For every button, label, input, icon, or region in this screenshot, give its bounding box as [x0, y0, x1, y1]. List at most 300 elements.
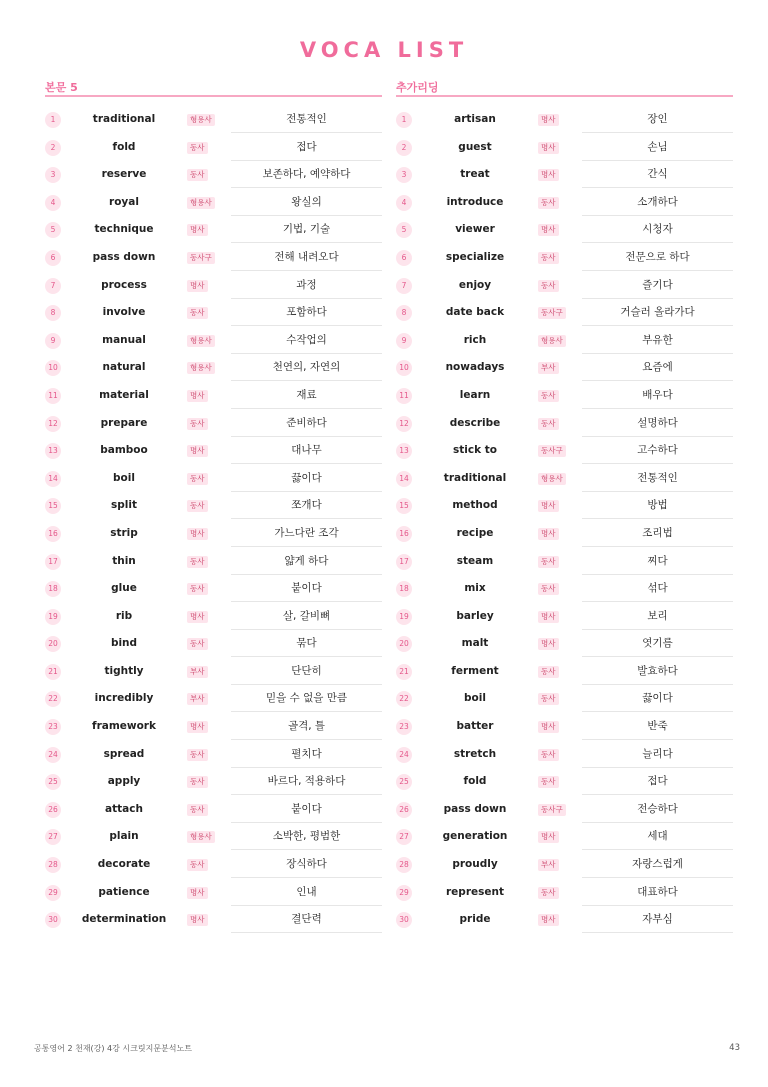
- vocab-row: [45, 216, 382, 244]
- item-number: 20: [45, 636, 61, 652]
- korean-meaning: 준비하다: [231, 410, 382, 437]
- vocab-row: [396, 823, 733, 851]
- korean-meaning: 믿을 수 없을 만큼: [231, 685, 382, 712]
- english-word: pass down: [443, 802, 507, 815]
- vocab-row: [45, 823, 382, 851]
- english-word: involve: [102, 306, 146, 319]
- item-number: 21: [396, 664, 412, 680]
- item-number: 25: [396, 774, 412, 790]
- item-number: 10: [396, 360, 412, 376]
- vocab-row: [396, 106, 733, 134]
- part-of-speech-badge: 동사구: [538, 307, 566, 319]
- vocab-row: [45, 796, 382, 824]
- part-of-speech-badge: 부사: [538, 362, 559, 374]
- part-of-speech-badge: 명사: [538, 224, 559, 236]
- part-of-speech-badge: 부사: [538, 859, 559, 871]
- vocab-row: [45, 244, 382, 272]
- english-word: treat: [460, 168, 490, 181]
- item-number: 18: [396, 581, 412, 597]
- korean-meaning: 포함하다: [231, 299, 382, 326]
- part-of-speech-badge: 동사: [538, 280, 559, 292]
- part-of-speech-badge: 동사: [187, 169, 208, 181]
- english-word: fold: [112, 140, 136, 153]
- english-word: batter: [456, 720, 494, 733]
- korean-meaning: 천연의, 자연의: [231, 354, 382, 381]
- item-number: 5: [396, 222, 412, 238]
- korean-meaning: 발효하다: [582, 658, 733, 685]
- korean-meaning: 시청자: [582, 216, 733, 243]
- footer-book-title: 공통영어 2 천재(강) 4강 시크릿지문분석노트: [34, 1044, 192, 1053]
- english-word: technique: [94, 223, 154, 236]
- vocab-row: [45, 575, 382, 603]
- vocab-row: [396, 906, 733, 934]
- english-word: reserve: [101, 168, 147, 181]
- english-word: tightly: [104, 664, 144, 677]
- item-number: 4: [45, 195, 61, 211]
- part-of-speech-badge: 동사: [538, 418, 559, 430]
- section-title-right: 추가리딩: [396, 80, 733, 97]
- korean-meaning: 단단히: [231, 658, 382, 685]
- vocab-row: [396, 575, 733, 603]
- vocab-row: [396, 272, 733, 300]
- item-number: 1: [396, 112, 412, 128]
- vocab-row: [396, 354, 733, 382]
- english-word: enjoy: [458, 278, 492, 291]
- vocab-row: [396, 189, 733, 217]
- korean-meaning: 전통적인: [231, 106, 382, 133]
- vocab-row: [45, 465, 382, 493]
- korean-meaning: 과정: [231, 272, 382, 299]
- korean-meaning: 반죽: [582, 713, 733, 740]
- item-number: 20: [396, 636, 412, 652]
- vocab-row: [396, 713, 733, 741]
- english-word: determination: [81, 913, 167, 926]
- korean-meaning: 설명하다: [582, 410, 733, 437]
- part-of-speech-badge: 명사: [187, 721, 208, 733]
- english-word: incredibly: [94, 692, 154, 705]
- item-number: 23: [396, 719, 412, 735]
- part-of-speech-badge: 동사구: [538, 804, 566, 816]
- item-number: 27: [45, 829, 61, 845]
- vocab-row: [396, 796, 733, 824]
- korean-meaning: 대나무: [231, 437, 382, 464]
- korean-meaning: 장인: [582, 106, 733, 133]
- item-number: 27: [396, 829, 412, 845]
- part-of-speech-badge: 동사: [538, 776, 559, 788]
- part-of-speech-badge: 동사: [187, 142, 208, 154]
- korean-meaning: 접다: [582, 768, 733, 795]
- part-of-speech-badge: 명사: [187, 390, 208, 402]
- english-word: barley: [456, 609, 494, 622]
- right-column: [396, 80, 733, 934]
- part-of-speech-badge: 동사: [187, 418, 208, 430]
- english-word: plain: [109, 830, 139, 843]
- korean-meaning: 살, 갈비뼈: [231, 603, 382, 630]
- korean-meaning: 찌다: [582, 548, 733, 575]
- item-number: 14: [396, 471, 412, 487]
- english-word: process: [101, 278, 147, 291]
- korean-meaning: 보리: [582, 603, 733, 630]
- korean-meaning: 자랑스럽게: [582, 851, 733, 878]
- vocab-row: [45, 906, 382, 934]
- korean-meaning: 전문으로 하다: [582, 244, 733, 271]
- korean-meaning: 쪼개다: [231, 492, 382, 519]
- item-number: 6: [45, 250, 61, 266]
- korean-meaning: 수작업의: [231, 327, 382, 354]
- english-word: boil: [113, 471, 135, 484]
- english-word: apply: [107, 775, 141, 788]
- korean-meaning: 재료: [231, 382, 382, 409]
- vocab-row: [396, 465, 733, 493]
- item-number: 4: [396, 195, 412, 211]
- left-column: [45, 80, 382, 934]
- part-of-speech-badge: 형용사: [187, 197, 215, 209]
- english-word: rich: [463, 333, 487, 346]
- korean-meaning: 장식하다: [231, 851, 382, 878]
- item-number: 13: [396, 443, 412, 459]
- vocab-row: [45, 741, 382, 769]
- vocab-row: [45, 272, 382, 300]
- item-number: 19: [396, 609, 412, 625]
- part-of-speech-badge: 명사: [538, 914, 559, 926]
- part-of-speech-badge: 명사: [538, 831, 559, 843]
- vocab-row: [396, 216, 733, 244]
- korean-meaning: 접다: [231, 134, 382, 161]
- part-of-speech-badge: 부사: [187, 693, 208, 705]
- part-of-speech-badge: 동사: [538, 583, 559, 595]
- item-number: 5: [45, 222, 61, 238]
- vocab-row: [45, 548, 382, 576]
- item-number: 17: [396, 554, 412, 570]
- english-word: spread: [103, 747, 145, 760]
- english-word: material: [99, 388, 149, 401]
- korean-meaning: 펼치다: [231, 741, 382, 768]
- vocab-row: [396, 741, 733, 769]
- english-word: pass down: [92, 250, 156, 263]
- english-word: pride: [459, 913, 491, 926]
- part-of-speech-badge: 형용사: [538, 473, 566, 485]
- korean-meaning: 세대: [582, 823, 733, 850]
- item-number: 12: [396, 416, 412, 432]
- page-title: VOCA LIST: [299, 38, 469, 62]
- korean-meaning: 끓이다: [582, 685, 733, 712]
- part-of-speech-badge: 동사: [538, 749, 559, 761]
- vocab-row: [45, 492, 382, 520]
- english-word: specialize: [445, 250, 505, 263]
- english-word: attach: [105, 802, 143, 815]
- item-number: 22: [45, 691, 61, 707]
- part-of-speech-badge: 명사: [187, 224, 208, 236]
- korean-meaning: 붙이다: [231, 796, 382, 823]
- english-word: fold: [463, 775, 487, 788]
- part-of-speech-badge: 명사: [538, 638, 559, 650]
- item-number: 3: [396, 167, 412, 183]
- korean-meaning: 끓이다: [231, 465, 382, 492]
- korean-meaning: 붙이다: [231, 575, 382, 602]
- english-word: natural: [102, 361, 146, 374]
- part-of-speech-badge: 형용사: [187, 114, 215, 126]
- vocab-row: [396, 603, 733, 631]
- part-of-speech-badge: 동사구: [538, 445, 566, 457]
- vocab-row: [45, 354, 382, 382]
- korean-meaning: 가느다란 조각: [231, 520, 382, 547]
- item-number: 29: [396, 885, 412, 901]
- korean-meaning: 배우다: [582, 382, 733, 409]
- item-number: 11: [396, 388, 412, 404]
- vocab-row: [45, 768, 382, 796]
- english-word: traditional: [92, 113, 156, 125]
- item-number: 1: [45, 112, 61, 128]
- korean-meaning: 요즘에: [582, 354, 733, 381]
- item-number: 19: [45, 609, 61, 625]
- korean-meaning: 소박한, 평범한: [231, 823, 382, 850]
- part-of-speech-badge: 형용사: [187, 335, 215, 347]
- english-word: represent: [446, 885, 504, 898]
- english-word: artisan: [454, 113, 496, 125]
- vocab-row: [45, 134, 382, 162]
- vocab-row: [396, 685, 733, 713]
- part-of-speech-badge: 동사: [187, 638, 208, 650]
- korean-meaning: 손님: [582, 134, 733, 161]
- part-of-speech-badge: 명사: [187, 528, 208, 540]
- english-word: ferment: [451, 664, 499, 677]
- part-of-speech-badge: 동사: [538, 556, 559, 568]
- vocab-row: [45, 713, 382, 741]
- english-word: royal: [109, 195, 139, 208]
- korean-meaning: 인내: [231, 879, 382, 906]
- english-word: decorate: [97, 858, 151, 871]
- item-number: 7: [396, 278, 412, 294]
- vocab-row: [396, 851, 733, 879]
- english-word: steam: [456, 554, 494, 567]
- english-word: rib: [115, 609, 133, 622]
- item-number: 28: [45, 857, 61, 873]
- part-of-speech-badge: 형용사: [538, 335, 566, 347]
- part-of-speech-badge: 명사: [187, 887, 208, 899]
- korean-meaning: 방법: [582, 492, 733, 519]
- korean-meaning: 조리법: [582, 520, 733, 547]
- vocab-row: [45, 658, 382, 686]
- english-word: manual: [102, 333, 146, 346]
- part-of-speech-badge: 부사: [187, 666, 208, 678]
- item-number: 8: [396, 305, 412, 321]
- page-number: 43: [729, 1043, 740, 1053]
- english-word: glue: [111, 582, 137, 595]
- vocab-row: [396, 492, 733, 520]
- korean-meaning: 바르다, 적용하다: [231, 768, 382, 795]
- vocab-row: [396, 299, 733, 327]
- part-of-speech-badge: 동사: [187, 556, 208, 568]
- item-number: 24: [396, 747, 412, 763]
- vocab-row: [396, 548, 733, 576]
- part-of-speech-badge: 동사: [538, 252, 559, 264]
- vocab-row: [396, 437, 733, 465]
- part-of-speech-badge: 명사: [187, 611, 208, 623]
- item-number: 3: [45, 167, 61, 183]
- item-number: 25: [45, 774, 61, 790]
- korean-meaning: 자부심: [582, 906, 733, 933]
- english-word: stretch: [453, 747, 497, 760]
- item-number: 16: [45, 526, 61, 542]
- part-of-speech-badge: 동사: [187, 859, 208, 871]
- item-number: 6: [396, 250, 412, 266]
- vocab-row: [396, 520, 733, 548]
- vocab-row: [45, 603, 382, 631]
- part-of-speech-badge: 형용사: [187, 831, 215, 843]
- part-of-speech-badge: 동사: [538, 197, 559, 209]
- vocab-row: [45, 327, 382, 355]
- item-number: 29: [45, 885, 61, 901]
- english-word: generation: [442, 830, 508, 843]
- english-word: introduce: [446, 195, 504, 208]
- english-word: split: [111, 499, 137, 512]
- part-of-speech-badge: 동사: [187, 307, 208, 319]
- english-word: framework: [92, 720, 156, 733]
- item-number: 21: [45, 664, 61, 680]
- korean-meaning: 전승하다: [582, 796, 733, 823]
- part-of-speech-badge: 명사: [538, 528, 559, 540]
- english-word: recipe: [456, 526, 494, 539]
- korean-meaning: 부유한: [582, 327, 733, 354]
- item-number: 26: [396, 802, 412, 818]
- korean-meaning: 전통적인: [582, 465, 733, 492]
- part-of-speech-badge: 명사: [187, 280, 208, 292]
- item-number: 28: [396, 857, 412, 873]
- english-word: traditional: [443, 471, 507, 484]
- korean-meaning: 결단력: [231, 906, 382, 933]
- english-word: thin: [112, 554, 136, 567]
- vocab-row: [45, 410, 382, 438]
- vocab-row: [396, 327, 733, 355]
- part-of-speech-badge: 명사: [538, 611, 559, 623]
- english-word: learn: [459, 388, 491, 401]
- english-word: bamboo: [100, 444, 148, 457]
- vocab-row: [45, 299, 382, 327]
- vocab-row: [45, 437, 382, 465]
- vocab-row: [45, 630, 382, 658]
- korean-meaning: 거슬러 올라가다: [582, 299, 733, 326]
- vocab-row: [45, 520, 382, 548]
- part-of-speech-badge: 동사: [538, 666, 559, 678]
- vocab-row: [396, 768, 733, 796]
- item-number: 23: [45, 719, 61, 735]
- korean-meaning: 기법, 기술: [231, 216, 382, 243]
- part-of-speech-badge: 동사: [187, 473, 208, 485]
- english-word: viewer: [455, 223, 495, 236]
- vocab-row: [396, 630, 733, 658]
- part-of-speech-badge: 명사: [538, 169, 559, 181]
- korean-meaning: 왕실의: [231, 189, 382, 216]
- item-number: 16: [396, 526, 412, 542]
- item-number: 14: [45, 471, 61, 487]
- english-word: stick to: [453, 444, 497, 457]
- english-word: proudly: [452, 858, 498, 871]
- item-number: 30: [396, 912, 412, 928]
- vocab-row: [45, 161, 382, 189]
- item-number: 24: [45, 747, 61, 763]
- korean-meaning: 엿기름: [582, 630, 733, 657]
- item-number: 7: [45, 278, 61, 294]
- part-of-speech-badge: 명사: [538, 114, 559, 126]
- part-of-speech-badge: 동사: [187, 583, 208, 595]
- vocab-row: [396, 244, 733, 272]
- part-of-speech-badge: 동사: [538, 390, 559, 402]
- vocab-row: [396, 879, 733, 907]
- vocab-row: [45, 685, 382, 713]
- english-word: guest: [458, 140, 492, 153]
- part-of-speech-badge: 동사: [187, 500, 208, 512]
- part-of-speech-badge: 명사: [538, 500, 559, 512]
- item-number: 15: [396, 498, 412, 514]
- english-word: describe: [449, 416, 501, 429]
- english-word: prepare: [100, 416, 148, 429]
- item-number: 26: [45, 802, 61, 818]
- vocab-list-right: [396, 106, 733, 934]
- english-word: patience: [98, 885, 150, 898]
- item-number: 18: [45, 581, 61, 597]
- english-word: method: [452, 499, 498, 512]
- item-number: 11: [45, 388, 61, 404]
- item-number: 13: [45, 443, 61, 459]
- vocab-list-left: [45, 106, 382, 934]
- item-number: 30: [45, 912, 61, 928]
- part-of-speech-badge: 명사: [187, 914, 208, 926]
- part-of-speech-badge: 동사: [538, 887, 559, 899]
- korean-meaning: 얇게 하다: [231, 548, 382, 575]
- korean-meaning: 골격, 틀: [231, 713, 382, 740]
- item-number: 8: [45, 305, 61, 321]
- part-of-speech-badge: 동사: [538, 693, 559, 705]
- vocab-row: [396, 382, 733, 410]
- vocab-row: [45, 189, 382, 217]
- english-word: bind: [110, 637, 138, 650]
- item-number: 2: [45, 140, 61, 156]
- section-title-left: 본문 5: [45, 80, 382, 97]
- vocab-row: [396, 161, 733, 189]
- vocab-row: [45, 851, 382, 879]
- part-of-speech-badge: 명사: [538, 721, 559, 733]
- part-of-speech-badge: 동사: [187, 776, 208, 788]
- part-of-speech-badge: 명사: [187, 445, 208, 457]
- english-word: date back: [445, 306, 505, 319]
- korean-meaning: 대표하다: [582, 879, 733, 906]
- vocab-row: [45, 106, 382, 134]
- vocab-row: [45, 879, 382, 907]
- korean-meaning: 보존하다, 예약하다: [231, 161, 382, 188]
- vocab-row: [396, 658, 733, 686]
- korean-meaning: 즐기다: [582, 272, 733, 299]
- item-number: 9: [45, 333, 61, 349]
- english-word: mix: [464, 582, 486, 595]
- korean-meaning: 늘리다: [582, 741, 733, 768]
- part-of-speech-badge: 동사: [187, 804, 208, 816]
- item-number: 9: [396, 333, 412, 349]
- korean-meaning: 묶다: [231, 630, 382, 657]
- part-of-speech-badge: 형용사: [187, 362, 215, 374]
- korean-meaning: 전해 내려오다: [231, 244, 382, 271]
- vocab-row: [45, 382, 382, 410]
- english-word: malt: [461, 637, 489, 650]
- vocab-row: [396, 134, 733, 162]
- item-number: 17: [45, 554, 61, 570]
- item-number: 15: [45, 498, 61, 514]
- part-of-speech-badge: 명사: [538, 142, 559, 154]
- english-word: nowadays: [445, 361, 505, 374]
- item-number: 10: [45, 360, 61, 376]
- part-of-speech-badge: 동사구: [187, 252, 215, 264]
- item-number: 2: [396, 140, 412, 156]
- vocab-row: [396, 410, 733, 438]
